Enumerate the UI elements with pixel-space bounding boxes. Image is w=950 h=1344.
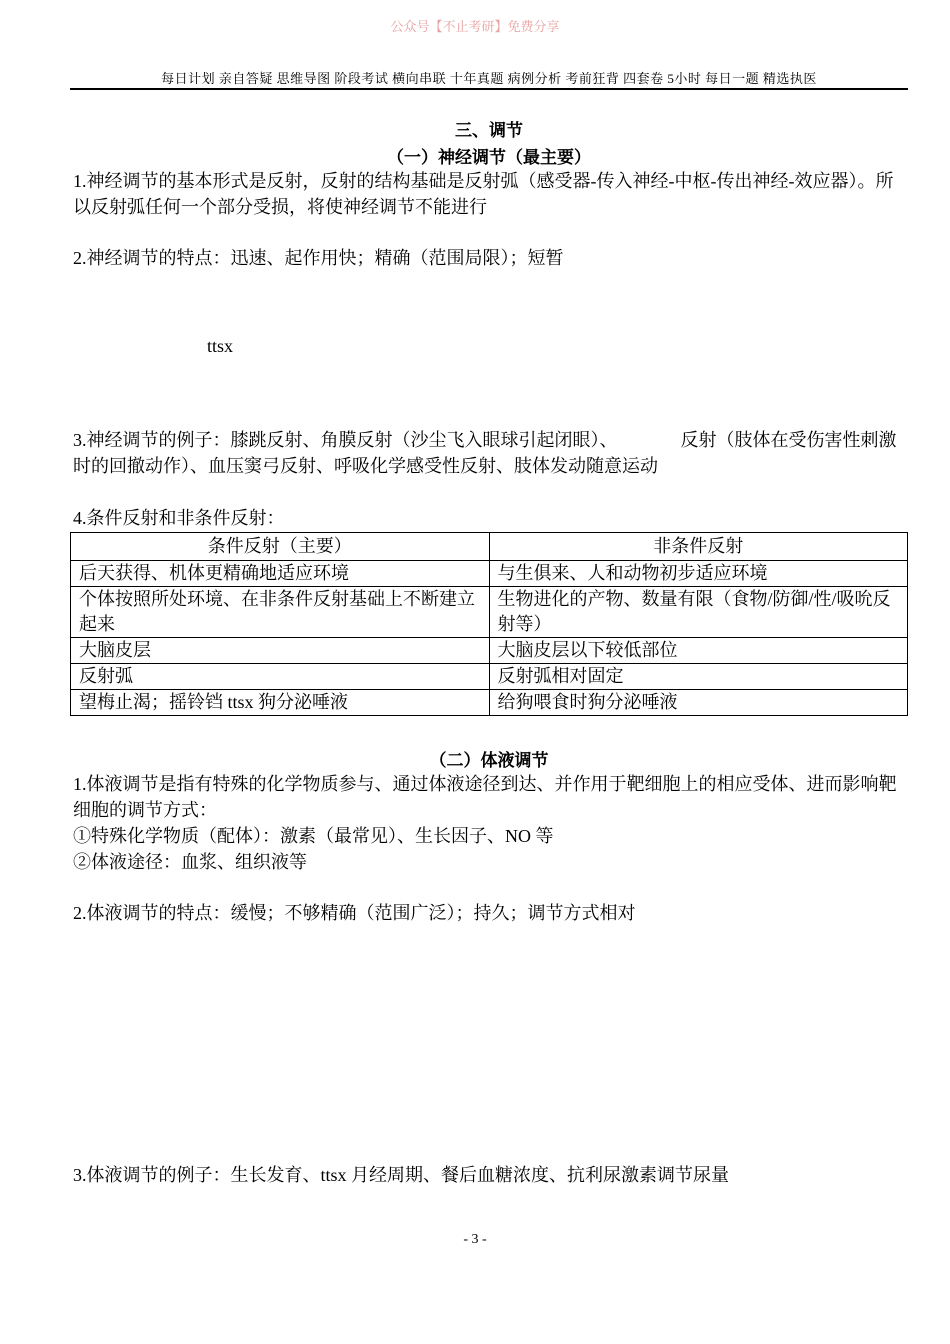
part2-paragraph-1b: ②体液途径：血浆、组织液等	[73, 852, 307, 872]
table-row	[71, 690, 908, 716]
part1-paragraph-1: 1.神经调节的基本形式是反射，反射的结构基础是反射弧（感受器-传入神经-中枢-传出神经-效应器）。所以反射弧任何一个部分受损，将使神经调节不能进行	[73, 171, 894, 217]
part2-paragraph-2: 2.体液调节的特点：缓慢；不够精确（范围广泛）；持久；调节方式相对	[73, 903, 636, 923]
table-cell: 反射弧相对固定	[489, 664, 908, 690]
part2-title: （二）体液调节	[429, 751, 549, 770]
part2-paragraph-1a: ①特殊化学物质（配体）：激素（最常见）、生长因子、NO 等	[73, 826, 554, 846]
table-cell: 生物进化的产物、数量有限（食物/防御/性/吸吮反射等）	[489, 587, 908, 638]
table-row	[71, 638, 908, 664]
part2-paragraph-3: 3.体液调节的例子：生长发育、ttsx 月经周期、餐后血糖浓度、抗利尿激素调节尿量	[73, 1165, 730, 1185]
part1-paragraph-3: 3.神经调节的例子：膝跳反射、角膜反射（沙尘飞入眼球引起闭眼）、 反射（肢体在受伤害性刺激时的回撤动作）、血压窦弓反射、呼吸化学感受性反射、肢体发动随意运动	[73, 430, 897, 476]
part1-title: （一）神经调节（最主要）	[387, 148, 591, 167]
table-cell: 后天获得、机体更精确地适应环境	[71, 561, 490, 587]
page-number: - 3 -	[463, 1232, 487, 1247]
table-header: 非条件反射	[489, 533, 908, 561]
table-row	[71, 587, 908, 638]
page-header: 每日计划 亲自答疑 思维导图 阶段考试 横向串联 十年真题 病例分析 考前狂背 四套卷 5小时 每日一题 精选执医	[161, 71, 817, 86]
table-cell: 大脑皮层	[71, 638, 490, 664]
part1-paragraph-4: 4.条件反射和非条件反射：	[73, 508, 285, 528]
table-cell: 与生俱来、人和动物初步适应环境	[489, 561, 908, 587]
table-cell: 望梅止渴；摇铃铛 ttsx 狗分泌唾液	[71, 690, 490, 716]
section-title: 三、调节	[455, 121, 523, 140]
table-cell: 个体按照所处环境、在非条件反射基础上不断建立起来	[71, 587, 490, 638]
reflex-comparison-table	[70, 532, 908, 716]
part2-paragraph-1: 1.体液调节是指有特殊的化学物质参与、通过体液途径到达、并作用于靶细胞上的相应受体、进而影响靶细胞的调节方式：	[73, 774, 897, 820]
table-cell: 反射弧	[71, 664, 490, 690]
ttsx-mark: ttsx	[207, 336, 234, 356]
table-cell: 给狗喂食时狗分泌唾液	[489, 690, 908, 716]
table-header-row	[71, 533, 908, 561]
table-cell: 大脑皮层以下较低部位	[489, 638, 908, 664]
header-divider	[70, 88, 908, 90]
watermark: 公众号【不止考研】免费分享	[390, 19, 560, 34]
table-row	[71, 664, 908, 690]
part1-paragraph-2: 2.神经调节的特点：迅速、起作用快；精确（范围局限）；短暂	[73, 248, 564, 268]
table-header: 条件反射（主要）	[71, 533, 490, 561]
table-row	[71, 561, 908, 587]
